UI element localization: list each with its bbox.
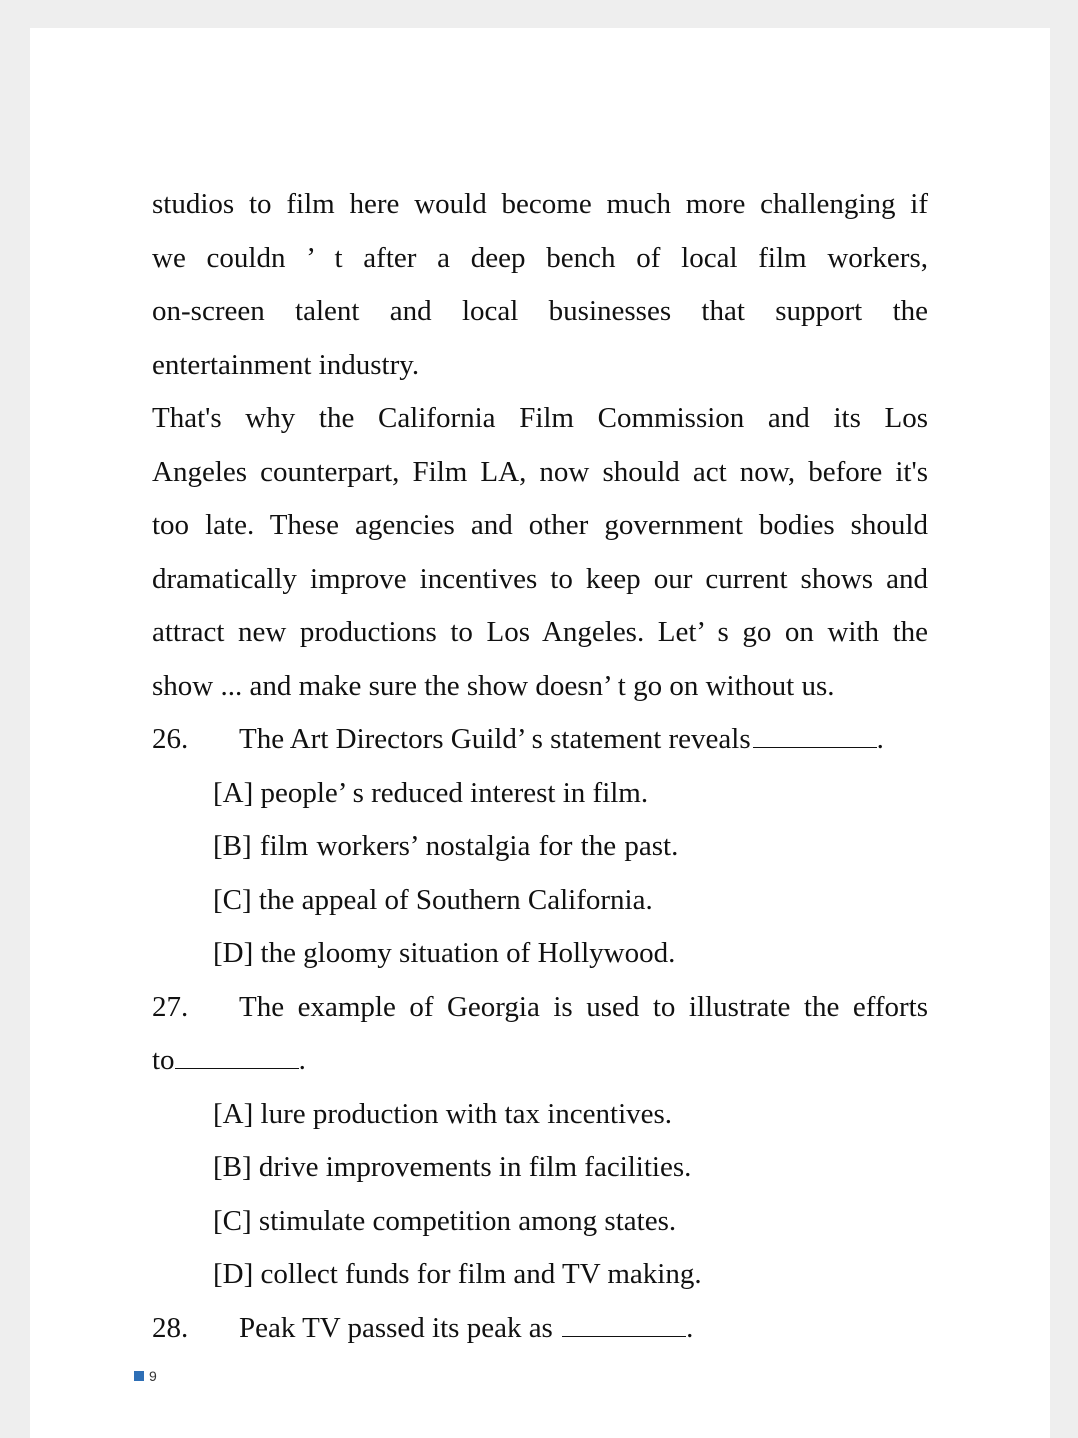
question-26 <box>152 713 928 767</box>
question-number: 27. <box>152 990 189 1023</box>
page-number: 9 <box>149 1368 157 1384</box>
question-end: . <box>686 1311 694 1344</box>
answer-blank <box>562 1314 686 1337</box>
passage-line: too late. These agencies and other government bodies should <box>152 509 928 541</box>
passage-line: dramatically improve incentives to keep our current shows and <box>152 562 928 595</box>
answer-blank <box>753 725 877 748</box>
question-stem-continued: to <box>152 1044 175 1076</box>
option-26b: [B] film workers’ nostalgia for the past. <box>213 830 679 862</box>
question-27-continued <box>152 1034 928 1088</box>
question-number: 26. <box>152 723 189 755</box>
option-27d: [D] collect funds for film and TV making. <box>213 1258 702 1290</box>
option-26d: [D] the gloomy situation of Hollywood. <box>213 937 676 969</box>
document-page <box>30 28 1050 1438</box>
option-26a: [A] people’ s reduced interest in film. <box>213 776 649 809</box>
passage-line: on-screen talent and local businesses that support the <box>152 295 928 327</box>
question-stem: The example of Georgia is used to illustrate the efforts <box>239 990 928 1023</box>
question-number: 28. <box>152 1311 189 1344</box>
passage-line: show ... and make sure the show doesn’ t go on without us. <box>152 669 835 702</box>
square-icon <box>134 1371 144 1381</box>
passage-line: Angeles counterpart, Film LA, now should act now, before it's <box>152 455 928 488</box>
question-27 <box>152 981 928 1035</box>
passage-line: entertainment industry. <box>152 348 420 381</box>
page-footer <box>134 1368 157 1384</box>
option-27c: [C] stimulate competition among states. <box>213 1204 677 1237</box>
answer-blank <box>175 1046 299 1069</box>
question-end: . <box>876 723 884 755</box>
question-end: . <box>298 1044 306 1076</box>
page-content <box>152 178 928 1355</box>
question-stem: The Art Directors Guild’ s statement reveals <box>239 723 751 755</box>
passage-line: we couldn ’ t after a deep bench of local film workers, <box>152 241 928 274</box>
option-27a: [A] lure production with tax incentives. <box>213 1097 673 1130</box>
question-28 <box>152 1302 928 1356</box>
option-26c: [C] the appeal of Southern California. <box>213 883 653 916</box>
option-27b: [B] drive improvements in film facilities. <box>213 1151 692 1183</box>
passage-line: That's why the California Film Commission and its Los <box>152 402 928 434</box>
question-stem: Peak TV passed its peak as <box>239 1311 561 1344</box>
passage-line: studios to film here would become much more challenging if <box>152 188 928 220</box>
passage-line: attract new productions to Los Angeles. Let’ s go on with the <box>152 616 928 648</box>
